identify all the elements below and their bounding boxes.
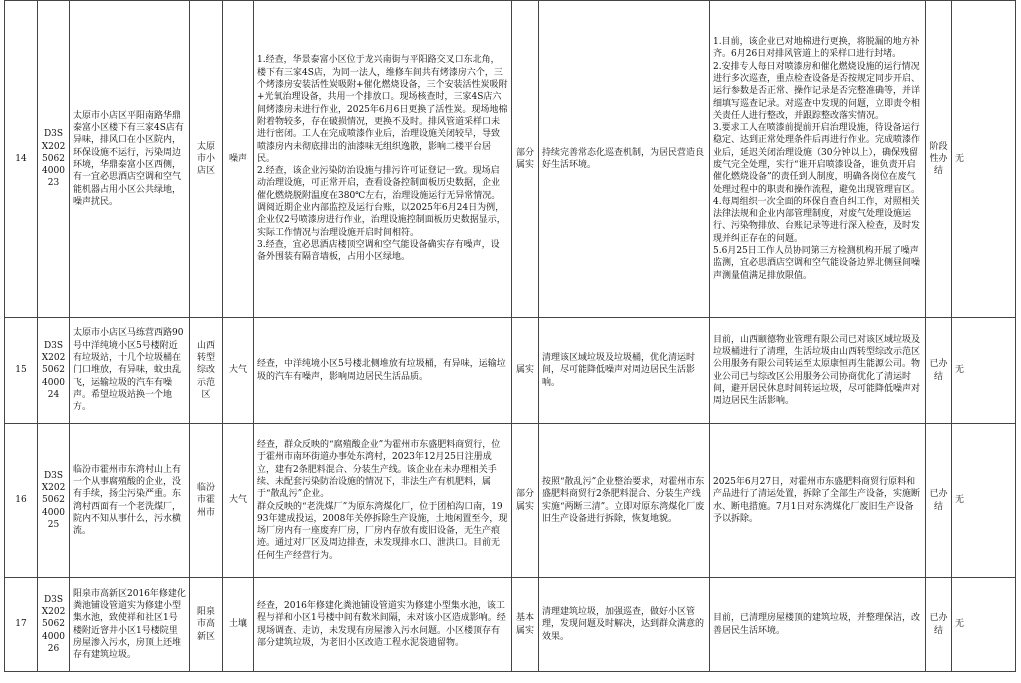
handling-requirements-text: 清理该区域垃圾及垃圾桶，优化清运时间，尽可能降低噪声对周边居民生活影响。	[542, 353, 696, 388]
accountability	[952, 424, 1016, 578]
table-row	[5, 318, 1016, 424]
handling-status-text: 已办结	[929, 359, 948, 382]
verdict	[512, 578, 539, 672]
accountability	[952, 318, 1016, 424]
table-row	[5, 578, 1016, 672]
handling-requirements-text: 按照“散乱污”企业整治要求，对霍州市东盛肥料商贸行2条肥料混合、分装生产线实施“两断三清”。立即对原东湾煤化厂废旧生产设备进行拆除，恢复地貌。	[542, 476, 705, 524]
pollution-type-text: 噪声	[228, 153, 247, 164]
pollution-type	[223, 424, 254, 578]
district	[190, 578, 223, 672]
district-text: 太原市小店区	[196, 141, 215, 177]
complaint-content	[70, 1, 190, 318]
handling-status-text: 已办结	[929, 489, 948, 512]
handling-status	[926, 318, 952, 424]
handling-status	[926, 578, 952, 672]
verdict	[512, 318, 539, 424]
investigation-findings	[254, 578, 512, 672]
case-code	[38, 578, 70, 672]
case-code	[38, 424, 70, 578]
verdict	[512, 424, 539, 578]
investigation-findings-text: 经查，群众反映的“腐殖酸企业”为霍州市东盛肥料商贸行，位于霍州市南环街道办事处东湾村，2023年12月25日注册成立，建有2条肥料混合、分装生产线。该企业在未办理相关手续、未配套污染防治设施的情况下，非法生产有机肥料，属于“散乱污”企业。 群众反映的“老洗煤厂”为原东湾煤化厂，位于团柏沟口南，1993年建成投运，2008年关停拆除生产设施，土地闲置至今，现场厂房内有一座废弃厂房，厂房内存放有废旧设备，无生产痕迹。通过对厂区及周边排查，未发现排水口、泄洪口。目前无任何生产经营行为。	[257, 440, 508, 561]
district-text: 山西转型综改示范区	[196, 340, 215, 400]
accountability	[952, 1, 1016, 318]
rectification-measures-text: 2025年6月27日，对霍州市东盛肥料商贸行原料和产品进行了清运处置，拆除了全部生产设备，实施断水、断电措施。7月1日对东湾煤化厂废旧生产设备予以拆除。	[713, 476, 921, 524]
investigation-findings	[254, 1, 512, 318]
pollution-type	[223, 1, 254, 318]
row-number	[5, 318, 38, 424]
rectification-measures	[710, 318, 926, 424]
verdict-text: 属实	[515, 365, 534, 376]
pollution-type-text: 大气	[228, 365, 247, 376]
rectification-measures	[710, 424, 926, 578]
handling-status-text: 已办结	[929, 613, 948, 636]
complaint-content-text: 阳泉市高新区2016年修建化粪池铺设管道实为修建小型集水池，致使祥和社区1号楼附近窨井小区1号楼院里房屋渗入污水，房顶上还堆存有建筑垃圾。	[73, 588, 186, 661]
row-number-text: 17	[15, 619, 27, 630]
complaint-content-text: 临汾市霍州市东湾村山上有一个从事腐殖酸的企业，没有手续，扬尘污染严重。东湾村西面有一个老洗煤厂，院内不知从事什么，污水横流。	[73, 464, 182, 537]
complaint-content-text: 太原市小店区马练营西路90号中洋纯境小区5号楼附近有垃圾站，十几个垃圾桶在门口堆放，有异味，蚊虫乱飞，运输垃圾的汽车有噪声。希望垃圾站换一个地方。	[73, 328, 184, 413]
case-code	[38, 1, 70, 318]
district-text: 阳泉市高新区	[196, 607, 215, 642]
rectification-measures	[710, 578, 926, 672]
investigation-findings-text: 经查，2016年修建化粪池铺设管道实为修建小型集水池，该工程与祥和小区1号楼中间有数米间隔，未对该小区造成影响。经现场调查、走访，未发现有房屋渗入污水问题。小区楼顶存有部分建筑垃圾，为老旧小区改造工程水泥袋遗留物。	[257, 600, 506, 648]
handling-requirements-text: 清理建筑垃圾，加强巡查，做好小区管理，发现问题及时解决，达到群众满意的效果。	[542, 607, 705, 642]
handling-requirements	[539, 424, 710, 578]
case-code-text: D3SX2025062400026	[41, 594, 66, 654]
rectification-measures	[710, 1, 926, 318]
handling-status	[926, 424, 952, 578]
pollution-type	[223, 578, 254, 672]
verdict	[512, 1, 539, 318]
accountability-text: 无	[955, 619, 965, 630]
verdict-text: 基本属实	[515, 613, 534, 636]
row-number	[5, 1, 38, 318]
case-code-text: D3SX2025062400023	[41, 129, 66, 189]
row-number	[5, 578, 38, 672]
case-code	[38, 318, 70, 424]
handling-status-text: 阶段性办结	[929, 141, 948, 177]
complaint-table	[4, 0, 1016, 672]
pollution-type-text: 土壤	[228, 619, 247, 630]
handling-status	[926, 1, 952, 318]
accountability-text: 无	[955, 153, 965, 164]
verdict-text: 部分属实	[515, 147, 534, 170]
pollution-type-text: 大气	[228, 495, 247, 506]
case-code-text: D3SX2025062400025	[41, 470, 66, 530]
accountability-text: 无	[955, 495, 965, 506]
handling-requirements	[539, 578, 710, 672]
rectification-measures-text: 目前，山西颐德物业管理有限公司已对该区域垃圾及垃圾桶进行了清理，生活垃圾由山西转型综改示范区公用服务有限公司转运至太原康恒再生能源公司。物业公司已与综改区公用服务公司协商优化了清运时间，避开居民休息时间转运垃圾，尽可能降低噪声对周边居民生活影响。	[713, 334, 921, 407]
row-number-text: 16	[15, 495, 27, 506]
investigation-findings	[254, 424, 512, 578]
accountability-text: 无	[955, 365, 965, 376]
handling-requirements	[539, 1, 710, 318]
table-row	[5, 1, 1016, 318]
complaint-content-text: 太原市小店区平阳南路华鼎泰富小区楼下有三家4S店有异味，排风口在小区院内，环保设施不运行，污染周边环境，华鼎泰富小区西侧，有一宜必思酒店空调和空气能机器占用小区公共绿地，噪声扰民。	[73, 110, 184, 207]
accountability	[952, 578, 1016, 672]
table-row	[5, 424, 1016, 578]
investigation-findings-text: 1.经查，华景泰富小区位于龙兴南街与平阳路交叉口东北角，楼下有三家4S店，为同一法人，维修车间共有烤漆房六个，三个烤漆房安装活性炭吸附+催化燃烧设备，三个安装活性炭吸附+光氧治理设备，共用一个排放口。现场核查时，三家4S店六间烤漆房未进行作业，2025年6月6日更换了活性炭。现场地棉附着物较多，存在破损情况，更换不及时。排风管道采样口未进行密闭。工人在完成喷漆作业后，治理设施关闭较早，导致喷漆房内未彻底排出的油漆味无组织逸散，影响二楼平台居民。 2.经查，该企业污染防治设施与排污许可证登记一致。现场启动治理设施，可正常开启，查看设备控制面板历史数据，企业催化燃烧脱附温度在380℃左右，治理设施运行无异常情况。调阅近期企业内部监控及运行台账，以2025年6月24日为例，企业仅2号喷漆房进行作业，治理设施控制面板历史数据显示，实际工作情况与治理设施开启时间相符。 3.经查，宜必思酒店楼顶空调和空气能设备确实存有噪声，设备外围装有隔音墙板，占用小区绿地。	[257, 55, 508, 263]
district	[190, 318, 223, 424]
complaint-content	[70, 578, 190, 672]
case-code-text: D3SX2025062400024	[41, 340, 66, 400]
investigation-findings-text: 经查，中洋纯境小区5号楼北侧堆放有垃圾桶，有异味，运输垃圾的汽车有噪声，影响周边居民生活品质。	[257, 359, 506, 382]
district	[190, 1, 223, 318]
district-text: 临汾市霍州市	[196, 483, 215, 518]
handling-requirements-text: 持续完善常态化巡查机制，为居民营造良好生活环境。	[542, 147, 705, 170]
investigation-findings	[254, 318, 512, 424]
complaint-content	[70, 424, 190, 578]
row-number-text: 15	[15, 365, 27, 376]
rectification-measures-text: 目前，已清理房屋楼顶的建筑垃圾，并整理保洁，改善居民生活环境。	[713, 613, 921, 636]
row-number	[5, 424, 38, 578]
complaint-content	[70, 318, 190, 424]
district	[190, 424, 223, 578]
rectification-measures-text: 1.目前，该企业已对地棉进行更换，将脱漏的地方补齐。6月26日对排风管道上的采样口进行封堵。 2.安排专人每日对喷漆房和催化燃烧设施的运行情况进行多次巡查，重点检查设备是否按规定同步开启、运行参数是否正常、操作记录是否完整准确等，并详细填写巡查记录。对巡查中发现的问题，立即责令相关责任人进行整改，并跟踪整改落实情况。 3.要求工人在喷漆前提前开启治理设施，待设备运行稳定、达到正常处理条件后再进行作业。完成喷漆作业后，延迟关闭治理设施（30分钟以上），确保残留废气完全处理，实行“谁开启喷漆设备，谁负责开启催化燃烧设备”的责任到人制度，明确各岗位在废气处理过程中的职责和操作流程，避免出现管理盲区。 4.每周组织一次全面的环保自查自纠工作，对照相关法律法规和企业内部管理制度，对废气处理设施运行、污染物排放、台账记录等进行深入检查，及时发现并纠正存在的问题。 5.6月25日工作人员协同第三方检测机构开展了噪声监测，宜必思酒店空调和空气能设备边界北侧昼间噪声测量值满足排放限值。	[713, 37, 921, 281]
pollution-type	[223, 318, 254, 424]
row-number-text: 14	[15, 153, 27, 164]
verdict-text: 部分属实	[515, 489, 534, 512]
handling-requirements	[539, 318, 710, 424]
